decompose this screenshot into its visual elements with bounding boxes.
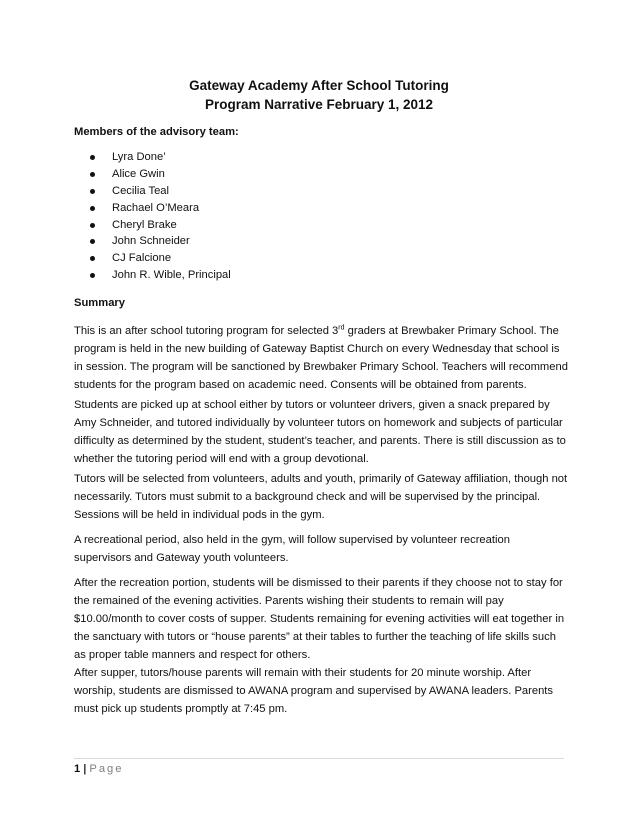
member-name: Rachael O’Meara (112, 201, 200, 214)
paragraph-text: This is an after school tutoring program for selected 3 (74, 325, 339, 337)
page-label: Page (89, 763, 124, 775)
list-item (90, 217, 231, 234)
bullet-icon (90, 273, 95, 278)
member-name: Alice Gwin (112, 167, 165, 180)
summary-paragraph-5: After the recreation portion, students will be dismissed to their parents if they choose not to stay for the remained of the evening activities. Parents wishing their students to remain will pay $10.00/month to cover costs of supper. Students remaining for evening activities will eat together in the sanctuary with tutors or “house parents” at their tables to further the teaching of life skills such as proper table manners and respect for others. (74, 577, 565, 662)
summary-paragraph-6: After supper, tutors/house parents will remain with their students for 20 minute worship. After worship, students are dismissed to AWANA program and supervised by AWANA leaders. Parents must pick up students promptly at 7:45 pm. (74, 667, 553, 716)
title-line-2: Program Narrative February 1, 2012 (204, 97, 434, 112)
member-name: Lyra Done’ (112, 151, 166, 163)
list-item (90, 250, 231, 267)
members-heading: Members of the advisory team: (74, 126, 239, 138)
paragraph-text: graders at Brewbaker Primary School. The program is held in the new building of Gateway Baptist Church on every Wednesday that school is in session. The program will be sanctioned by Brewbaker Primary School. Teachers will recommend students for the program based on academic need. Consents will be obtained from parents. (74, 325, 568, 392)
bullet-icon (90, 155, 95, 160)
list-item (90, 183, 231, 200)
summary-heading: Summary (74, 297, 125, 309)
summary-paragraph-1 (74, 322, 570, 394)
member-name: John Schneider (112, 235, 190, 248)
bullet-icon (90, 206, 95, 211)
ordinal-superscript: rd (338, 324, 345, 332)
page-number: 1 (74, 763, 81, 775)
page-footer (74, 763, 124, 775)
title-line-1: Gateway Academy After School Tutoring (189, 78, 449, 93)
bullet-icon (90, 189, 95, 194)
members-list (90, 149, 231, 284)
summary-paragraph-3: Tutors will be selected from volunteers, adults and youth, primarily of Gateway affiliation, though not necessarily. Tutors must submit to a background check and will be supervised by the principal. Sessions will be held in individual pods in the gym. (74, 473, 568, 522)
list-item (90, 200, 231, 217)
bullet-icon (90, 223, 95, 228)
member-name: John R. Wible, Principal (112, 269, 231, 282)
bullet-icon (90, 256, 95, 261)
member-name: CJ Falcione (112, 252, 172, 265)
member-name: Cecilia Teal (112, 184, 170, 197)
list-item (90, 149, 231, 166)
list-item (90, 267, 231, 284)
document-title (0, 76, 638, 114)
list-item (90, 233, 231, 250)
footer-divider (74, 758, 564, 759)
footer-separator: | (83, 763, 87, 775)
bullet-icon (90, 172, 95, 177)
bullet-icon (90, 239, 95, 244)
summary-paragraph-2: Students are picked up at school either by tutors or volunteer drivers, given a snack prepared by Amy Schneider, and tutored individually by volunteer tutors on homework and subjects of particular difficulty as determined by the student, student’s teacher, and parents. There is still discussion as to whether the tutoring period will end with a group devotional. (74, 399, 566, 466)
member-name: Cheryl Brake (112, 218, 177, 231)
list-item (90, 166, 231, 183)
summary-paragraph-4: A recreational period, also held in the gym, will follow supervised by volunteer recreation supervisors and Gateway youth volunteers. (74, 534, 510, 565)
